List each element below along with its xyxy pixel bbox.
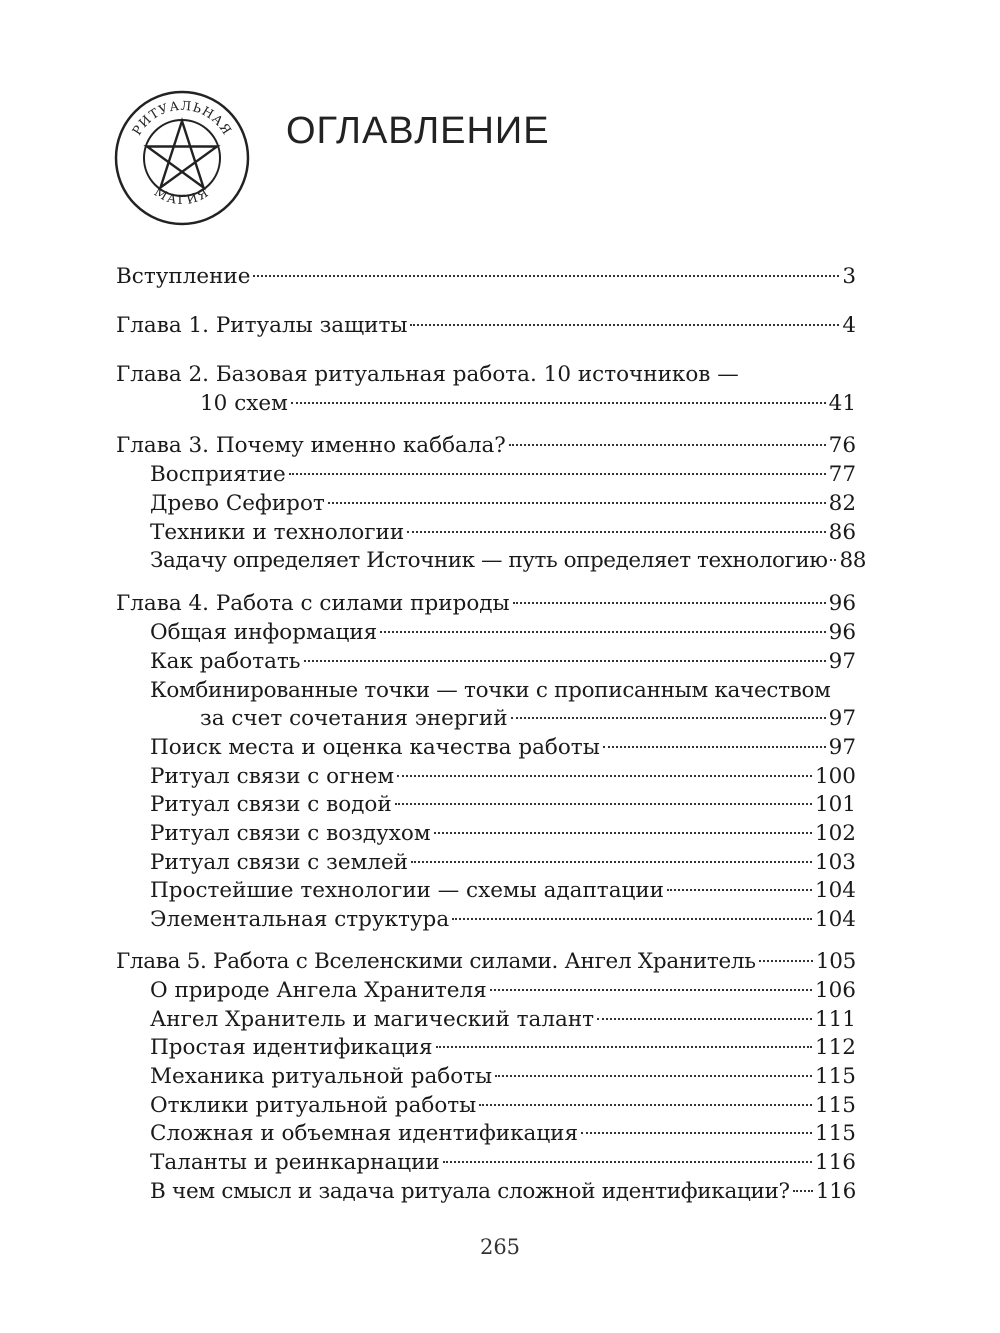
toc-entry-page: 116: [814, 1150, 856, 1175]
toc-entry-title: Восприятие: [150, 462, 286, 487]
toc-entry-title: Задачу определяет Источник — путь определяет технологию: [150, 548, 828, 573]
toc-entry-title: Отклики ритуальной работы: [150, 1093, 477, 1118]
toc-entry-title: Глава 5. Работа с Вселенскими силами. Ангел Хранитель: [116, 949, 756, 974]
toc-entry-title: Ритуал связи с водой: [150, 792, 392, 817]
toc-entry-title: Ангел Хранитель и магический талант: [150, 1007, 595, 1032]
toc-leader-dots: [443, 1161, 812, 1163]
toc-entry-page: 101: [814, 792, 856, 817]
seal-text-top: РИТУАЛЬНАЯ: [128, 97, 236, 138]
toc-subentry[interactable]: [150, 819, 856, 849]
toc-entry-page: 96: [828, 591, 856, 616]
toc-subentry[interactable]: [150, 1033, 856, 1063]
toc-leader-dots: [511, 717, 826, 719]
toc-leader-dots: [411, 861, 812, 863]
toc-leader-dots: [597, 1018, 812, 1020]
toc-leader-dots: [395, 803, 812, 805]
toc-entry-page: 115: [814, 1064, 856, 1089]
toc-subentry[interactable]: [150, 848, 856, 878]
toc-entry-page: 100: [814, 764, 856, 789]
toc-entry-title-line2: 10 схем: [200, 391, 288, 416]
toc-entry-page: 103: [814, 850, 856, 875]
toc-leader-dots: [291, 402, 826, 404]
toc-leader-dots: [667, 889, 812, 891]
toc-entry-title: Поиск места и оценка качества работы: [150, 735, 600, 760]
toc-leader-dots: [436, 1046, 812, 1048]
toc-entry-page: 88: [839, 548, 866, 573]
toc-leader-dots: [830, 559, 836, 561]
svg-text:МАГИЯ: [152, 184, 212, 207]
toc-entry[interactable]: [116, 589, 856, 619]
toc-entry[interactable]: [200, 389, 856, 419]
toc-leader-dots: [253, 275, 839, 277]
toc-subentry[interactable]: [150, 489, 856, 519]
toc-entry-title-line2: за счет сочетания энергий: [200, 706, 508, 731]
page-title: ОГЛАВЛЕНИЕ: [286, 110, 550, 152]
toc-subentry[interactable]: [150, 876, 856, 906]
toc-entry-page: 86: [828, 520, 856, 545]
toc-entry-title: Древо Сефирот: [150, 491, 325, 516]
toc-entry-title: Механика ритуальной работы: [150, 1064, 493, 1089]
toc-leader-dots: [328, 502, 826, 504]
toc-entry-title: Сложная и объемная идентификация: [150, 1121, 579, 1146]
toc-entry[interactable]: [116, 262, 856, 292]
toc-entry-title: Ритуал связи с воздухом: [150, 821, 431, 846]
toc-leader-dots: [407, 531, 825, 533]
pentagram-seal-icon: [112, 88, 252, 228]
toc-entry-title-line1[interactable]: Глава 2. Базовая ритуальная работа. 10 источников —: [116, 362, 739, 387]
toc-leader-dots: [490, 989, 812, 991]
toc-entry-page: 97: [828, 735, 856, 760]
toc-entry-page: 96: [828, 620, 856, 645]
toc-entry-page: 111: [814, 1007, 856, 1032]
toc-entry-title: Таланты и реинкарнации: [150, 1150, 440, 1175]
toc-entry-title: Простая идентификация: [150, 1035, 433, 1060]
toc-leader-dots: [513, 602, 826, 604]
toc-entry-title: Глава 3. Почему именно каббала?: [116, 433, 506, 458]
toc-subentry[interactable]: [150, 546, 866, 576]
toc-subentry[interactable]: [150, 1119, 856, 1149]
toc-subentry[interactable]: [150, 1148, 856, 1178]
toc-entry-page: 104: [814, 878, 856, 903]
toc-subentry[interactable]: [150, 762, 856, 792]
toc-entry-page: 82: [828, 491, 856, 516]
toc-subentry-title-line1[interactable]: Комбинированные точки — точки с прописанным качеством: [150, 678, 831, 703]
toc-subentry[interactable]: [150, 790, 856, 820]
toc-entry-page: 112: [814, 1035, 856, 1060]
toc-entry-page: 116: [815, 1179, 856, 1204]
toc-subentry[interactable]: [150, 647, 856, 677]
toc-leader-dots: [434, 832, 812, 834]
toc-entry-title: В чем смысл и задача ритуала сложной идентификации?: [150, 1179, 790, 1204]
toc-entry-title: Элементальная структура: [150, 907, 450, 932]
toc-subentry[interactable]: [150, 618, 856, 648]
toc-subentry[interactable]: [150, 1177, 856, 1207]
toc-entry-page: 104: [814, 907, 856, 932]
toc-entry-page: 97: [828, 649, 856, 674]
toc-entry-page: 106: [814, 978, 856, 1003]
toc-entry-page: 115: [814, 1121, 856, 1146]
toc-entry-page: 97: [828, 706, 856, 731]
toc-subentry[interactable]: [150, 1091, 856, 1121]
toc-subentry[interactable]: [150, 733, 856, 763]
toc-leader-dots: [452, 918, 812, 920]
toc-entry-title: Общая информация: [150, 620, 378, 645]
toc-entry-title: Глава 1. Ритуалы защиты: [116, 313, 408, 338]
toc-leader-dots: [603, 746, 826, 748]
toc-leader-dots: [410, 324, 839, 326]
toc-leader-dots: [479, 1104, 812, 1106]
toc-entry-page: 41: [828, 391, 856, 416]
toc-leader-dots: [793, 1190, 813, 1192]
toc-entry[interactable]: [116, 431, 856, 461]
toc-entry-page: 77: [828, 462, 856, 487]
toc-leader-dots: [289, 473, 826, 475]
toc-entry-title: Техники и технологии: [150, 520, 405, 545]
toc-leader-dots: [495, 1075, 812, 1077]
toc-subentry[interactable]: [150, 1062, 856, 1092]
toc-subentry[interactable]: [150, 518, 856, 548]
toc-leader-dots: [397, 775, 812, 777]
toc-entry-page: 115: [814, 1093, 856, 1118]
ritual-magic-seal: [112, 88, 252, 228]
toc-subentry[interactable]: [150, 905, 856, 935]
toc-entry-page: 76: [828, 433, 856, 458]
toc-entry-title: Вступление: [116, 264, 251, 289]
toc-entry-title: Как работать: [150, 649, 301, 674]
toc-entry-title: Ритуал связи с землей: [150, 850, 409, 875]
page-number: 265: [479, 1235, 521, 1259]
seal-text-bottom: МАГИЯ: [151, 183, 213, 208]
toc-entry-title: Ритуал связи с огнем: [150, 764, 395, 789]
toc-leader-dots: [759, 960, 813, 962]
toc-entry[interactable]: [116, 311, 856, 341]
toc-subentry[interactable]: [200, 704, 856, 734]
toc-entry-page: 102: [814, 821, 856, 846]
toc-entry-page: 105: [815, 949, 856, 974]
toc-entry-title: О природе Ангела Хранителя: [150, 978, 487, 1003]
toc-subentry[interactable]: [150, 1005, 856, 1035]
toc-entry-title: Глава 4. Работа с силами природы: [116, 591, 510, 616]
toc-leader-dots: [304, 660, 826, 662]
toc-entry-page: 3: [842, 264, 856, 289]
toc-subentry[interactable]: [150, 976, 856, 1006]
toc-leader-dots: [581, 1132, 812, 1134]
toc-entry-title: Простейшие технологии — схемы адаптации: [150, 878, 664, 903]
toc-entry[interactable]: [116, 947, 856, 977]
toc-entry-page: 4: [842, 313, 856, 338]
toc-leader-dots: [509, 444, 826, 446]
toc-subentry[interactable]: [150, 460, 856, 490]
toc-leader-dots: [380, 631, 825, 633]
